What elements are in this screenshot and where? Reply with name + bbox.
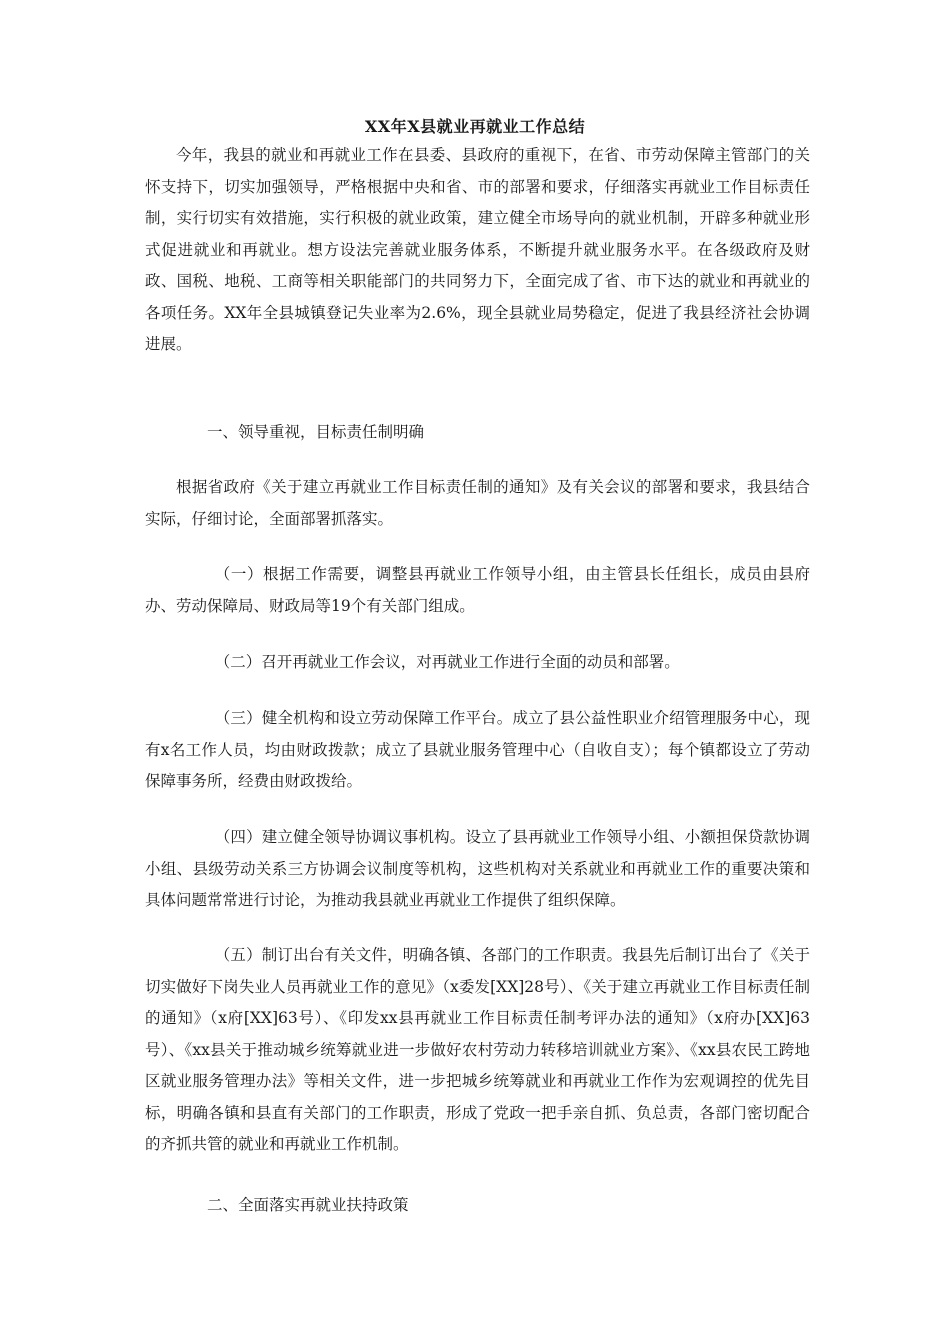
section-heading-2: 二、全面落实再就业扶持政策 bbox=[207, 1196, 409, 1214]
item-3-paragraph: （三）健全机构和设立劳动保障工作平台。成立了县公益性职业介绍管理服务中心，现有x名工作人员，均由财政拨款；成立了县就业服务管理中心（自收自支）；每个镇都设立了劳动保障事务所，经费由财政拨给。 bbox=[145, 709, 810, 790]
item-4-paragraph: （四）建立健全领导协调议事机构。设立了县再就业工作领导小组、小额担保贷款协调小组、县级劳动关系三方协调会议制度等机构，这些机构对关系就业和再就业工作的重要决策和具体问题常常进行讨论，为推动我县就业再就业工作提供了组织保障。 bbox=[145, 828, 810, 909]
item-5-paragraph: （五）制订出台有关文件，明确各镇、各部门的工作职责。我县先后制订出台了《关于切实做好下岗失业人员再就业工作的意见》（x委发[XX]28号）、《关于建立再就业工作目标责任制的通知》（x府[XX]63号）、《印发xx县再就业工作目标责任制考评办法的通知》（x府办[XX]63号）、《xx县关于推动城乡统筹就业进一步做好农村劳动力转移培训就业方案》、《xx县农民工跨地区就业服务管理办法》等相关文件，进一步把城乡统筹就业和再就业工作作为宏观调控的优先目标，明确各镇和县直有关部门的工作职责，形成了党政一把手亲自抓、负总责，各部门密切配合的齐抓共管的就业和再就业工作机制。 bbox=[145, 946, 810, 1153]
item-2-paragraph: （二）召开再就业工作会议，对再就业工作进行全面的动员和部署。 bbox=[214, 653, 680, 671]
section-1-paragraph: 根据省政府《关于建立再就业工作目标责任制的通知》及有关会议的部署和要求，我县结合实际，仔细讨论，全面部署抓落实。 bbox=[145, 478, 810, 528]
item-1-paragraph: （一）根据工作需要，调整县再就业工作领导小组，由主管县长任组长，成员由县府办、劳动保障局、财政局等19个有关部门组成。 bbox=[145, 565, 810, 615]
document-title: XX年X县就业再就业工作总结 bbox=[364, 117, 586, 136]
section-heading-1: 一、领导重视，目标责任制明确 bbox=[207, 423, 425, 441]
intro-paragraph: 今年，我县的就业和再就业工作在县委、县政府的重视下，在省、市劳动保障主管部门的关怀支持下，切实加强领导，严格根据中央和省、市的部署和要求，仔细落实再就业工作目标责任制，实行切实有效措施，实行积极的就业政策，建立健全市场导向的就业机制，开辟多种就业形式促进就业和再就业。想方设法完善就业服务体系，不断提升就业服务水平。在各级政府及财政、国税、地税、工商等相关职能部门的共同努力下，全面完成了省、市下达的就业和再就业的各项任务。XX年全县城镇登记失业率为2.6%，现全县就业局势稳定，促进了我县经济社会协调进展。 bbox=[145, 146, 810, 353]
